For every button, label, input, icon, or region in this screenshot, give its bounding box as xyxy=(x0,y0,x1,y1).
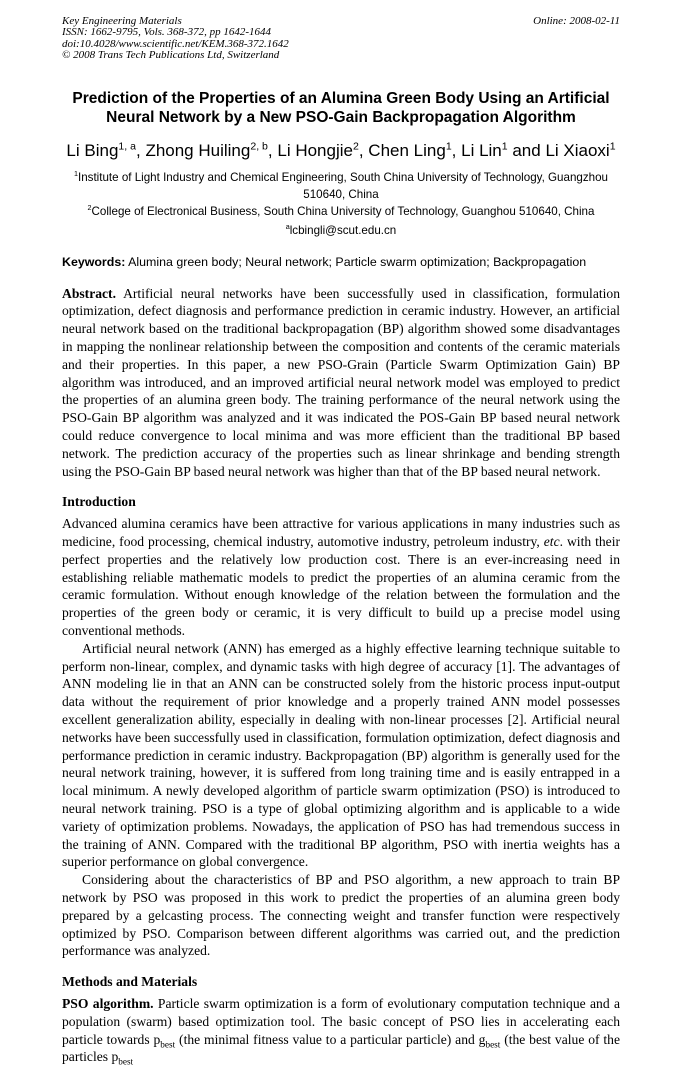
author: Li Xiaoxi$^1$ xyxy=(545,140,616,161)
email-superscript: a xyxy=(285,221,290,231)
affiliation xyxy=(62,204,620,221)
online-date: Online: 2008-02-11 xyxy=(533,15,620,27)
affiliation-text: College of Electronical Business, South China University of Technology, Guanghou 510640, China xyxy=(91,205,595,219)
author: Zhong Huiling$^{2, b}$ xyxy=(145,140,268,161)
journal-issn: ISSN: 1662-9795, Vols. 368-372, pp 1642-1644 xyxy=(62,26,271,39)
paragraph: PSO algorithm. Particle swarm optimization is a form of evolutionary computation technique and a population (swarm) based optimization tool. The basic concept of PSO lies in accelerating each particle towards $p_{best}$ (the minimal fitness value to a particular particle) and $g_{best}$ (the best value of the particles $p_{best}$ xyxy=(62,995,621,1067)
paragraph: Considering about the characteristics of BP and PSO algorithm, a new approach to train BP network by PSO was proposed in this work to predict the properties of an alumina green body prepared by a gelcasting process. The connecting weight and transfer function were respectively optimized by PSO. Comparison between different algorithms was carried out, and the prediction performance was analyzed. xyxy=(62,872,620,959)
keywords-label: Keywords: xyxy=(62,254,126,269)
section-heading: Introduction xyxy=(62,494,136,510)
journal-copyright: © 2008 Trans Tech Publications Ltd, Switzerland xyxy=(62,48,280,61)
email-line xyxy=(62,223,620,239)
keywords-line xyxy=(62,255,620,270)
author: Li Hongjie$^2$ xyxy=(277,140,359,161)
paragraph: Artificial neural network (ANN) has emerged as a highly effective learning technique suitable to perform non-linear, complex, and dynamic tasks with high degree of accuracy [1]. The advantages of ANN modeling lie in that an ANN can be constructed solely from the historic process input-output data without the requirement of prior knowledge and a properly trained ANN model possesses excellent generalization ability, especially in dealing with non-linear processes [2]. Artificial neural networks have been successfully used in classification, formulation optimization, defect diagnosis and performance prediction in ceramic industry. Backpropagation (BP) algorithm is generally used for the neural network training, however, it is suffered from long training time and is easily entrapped in a local minimum. A newly developed algorithm of particle swarm optimization (PSO) is introduced to neural network training. PSO is a type of global optimizing algorithm and is applicable to a wide variety of optimization problems. Nowadays, the application of PSO has had tremendous success in the training of ANN. Compared with the traditional BP algorithm, PSO with inertia weights has a superior performance on global convergence. xyxy=(62,640,620,870)
affiliations xyxy=(62,170,620,221)
affiliation-superscript: 1 xyxy=(74,169,78,179)
author: Li Lin$^1$ xyxy=(461,140,508,161)
subscript-text: best xyxy=(160,1039,176,1050)
paper-title: Prediction of the Properties of an Alumina Green Body Using an Artificial Neural Network by a New PSO-Gain Backpropagation Algorithm xyxy=(72,90,610,127)
paragraph-lead: Abstract. xyxy=(62,285,116,301)
email-address: lcbingli@scut.edu.cn xyxy=(289,223,397,237)
paragraph-lead: PSO algorithm. xyxy=(62,995,154,1011)
body-content xyxy=(62,285,620,1066)
author-superscript: 2, b xyxy=(250,140,268,153)
author-superscript: 1 xyxy=(501,140,508,153)
affiliation xyxy=(62,170,620,203)
journal-doi: doi:10.4028/www.scientific.net/KEM.368-372.1642 xyxy=(62,37,289,50)
journal-header xyxy=(62,16,620,61)
author-superscript: 1, a xyxy=(118,140,136,153)
author: Li Bing$^{1, a}$ xyxy=(66,140,136,161)
author-superscript: 1 xyxy=(609,140,616,153)
italic-text: etc xyxy=(543,534,560,550)
author: Chen Ling$^1$ xyxy=(368,140,452,161)
paragraph: Advanced alumina ceramics have been attractive for various applications in many industries such as medicine, food processing, chemical industry, automotive industry, petroleum industry, etc. with their perfect properties and the relatively low production cost. There is an ever-increasing need in establishing reliable mathematic models to predict the properties of an alumina ceramic from the ceramic formulation. Without enough knowledge of the relation between the formulation and the properties of the green body or ceramic, it is very difficult to build up a precise model using conventional methods. xyxy=(62,516,620,639)
paragraph: Abstract. Artificial neural networks have been successfully used in classification, formulation optimization, defect diagnosis and performance prediction in ceramic industry. However, an artificial neural network based on the traditional backpropagation (BP) algorithm showed some disadvantages in mapping the nonlinear relationship between the composition and contents of the ceramic materials and their properties. In this paper, a new PSO-Grain (Particle Swarm Optimization Gain) BP algorithm was introduced, and an improved artificial neural network model was employed to predict the properties of an alumina green body. The training performance of the neural network using the PSO-Gain BP algorithm was analyzed and it was indicated the POS-Gain BP based neural network could reduce convergence to local minima and was more efficient than the traditional BP based network. The prediction accuracy of the properties such as linear shrinkage and bending strength using the PSO-Gain BP based neural network was higher than that of the BP based neural network. xyxy=(62,285,620,479)
affiliation-text: Institute of Light Industry and Chemical Engineering, South China University of Technology, Guangzhou 510640, China xyxy=(78,171,608,201)
affiliation-superscript: 2 xyxy=(87,203,92,213)
journal-name: Key Engineering Materials xyxy=(62,15,182,27)
keywords-text: Alumina green body; Neural network; Particle swarm optimization; Backpropagation xyxy=(125,254,587,269)
subscript-text: best xyxy=(485,1039,501,1050)
section-heading: Methods and Materials xyxy=(62,974,198,990)
author-superscript: 2 xyxy=(352,140,359,153)
author-line: Li Bing$^{1, a}$, Zhong Huiling$^{2, b}$, Li Hongjie$^2$, Chen Ling$^1$, Li Lin$^1$ and Li Xiaoxi$^1$ xyxy=(66,140,616,161)
subscript-text: best xyxy=(118,1057,134,1067)
author-superscript: 1 xyxy=(445,140,452,153)
journal-info xyxy=(62,16,289,61)
